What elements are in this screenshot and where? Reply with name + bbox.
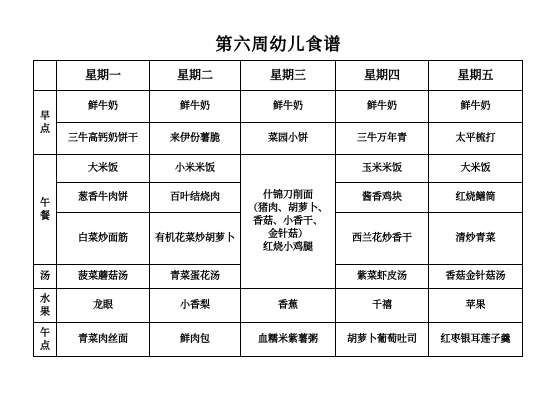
menu-cell: 玉米米饭 <box>336 155 429 183</box>
category-lunch: 午 餐 <box>34 155 57 265</box>
menu-cell: 三牛万年青 <box>336 123 429 155</box>
menu-cell: 小香梨 <box>150 289 241 323</box>
day-header-friday: 星期五 <box>429 61 523 91</box>
breakfast-row-2 <box>34 123 523 155</box>
menu-cell: 鲜牛奶 <box>429 91 523 123</box>
day-header-wednesday: 星期三 <box>241 61 336 91</box>
menu-cell: 红枣银耳莲子羹 <box>429 323 523 357</box>
menu-cell: 白菜炒面筋 <box>57 213 150 265</box>
page-title: 第六周幼儿食谱 <box>215 35 342 55</box>
category-snack: 午 点 <box>34 323 57 357</box>
menu-cell: 大米饭 <box>429 155 523 183</box>
menu-table <box>33 60 523 357</box>
menu-cell: 菠菜蘑菇汤 <box>57 265 150 289</box>
menu-cell: 小米米饭 <box>150 155 241 183</box>
day-header-tuesday: 星期二 <box>150 61 241 91</box>
breakfast-row-1 <box>34 91 523 123</box>
menu-cell: 鲜牛奶 <box>57 91 150 123</box>
snack-row <box>34 323 523 357</box>
menu-cell: 太平梳打 <box>429 123 523 155</box>
category-breakfast: 早 点 <box>34 91 57 155</box>
category-soup: 汤 <box>34 265 57 289</box>
menu-cell: 千禧 <box>336 289 429 323</box>
category-fruit: 水 果 <box>34 289 57 323</box>
day-header-thursday: 星期四 <box>336 61 429 91</box>
menu-cell: 青菜肉丝面 <box>57 323 150 357</box>
menu-cell: 西兰花炒香干 <box>336 213 429 265</box>
menu-cell: 葱香牛肉饼 <box>57 183 150 213</box>
menu-cell: 胡萝卜葡萄吐司 <box>336 323 429 357</box>
lunch-row-1 <box>34 155 523 183</box>
wednesday-lunch-cell: 什锦刀削面 （猪肉、胡萝卜、 香菇、小香干、 金针菇） 红烧小鸡腿 <box>241 155 336 289</box>
menu-cell: 三牛高钙奶饼干 <box>57 123 150 155</box>
menu-cell: 鲜牛奶 <box>150 91 241 123</box>
menu-cell: 清炒青菜 <box>429 213 523 265</box>
menu-cell: 鲜牛奶 <box>336 91 429 123</box>
menu-cell: 酱香鸡块 <box>336 183 429 213</box>
menu-cell: 鲜肉包 <box>150 323 241 357</box>
header-row <box>34 61 523 91</box>
menu-cell: 百叶结烧肉 <box>150 183 241 213</box>
menu-cell: 红烧鳝筒 <box>429 183 523 213</box>
menu-cell: 来伊份薯脆 <box>150 123 241 155</box>
menu-cell: 龙眼 <box>57 289 150 323</box>
menu-cell: 紫菜虾皮汤 <box>336 265 429 289</box>
menu-cell: 香菇金针菇汤 <box>429 265 523 289</box>
menu-cell: 血糯米紫薯粥 <box>241 323 336 357</box>
menu-cell: 大米饭 <box>57 155 150 183</box>
menu-cell: 有机花菜炒胡萝卜 <box>150 213 241 265</box>
menu-cell: 菜园小饼 <box>241 123 336 155</box>
menu-cell: 香蕉 <box>241 289 336 323</box>
day-header-monday: 星期一 <box>57 61 150 91</box>
menu-cell: 青菜蛋花汤 <box>150 265 241 289</box>
corner-cell <box>34 61 57 91</box>
menu-cell: 鲜牛奶 <box>241 91 336 123</box>
fruit-row <box>34 289 523 323</box>
menu-cell: 苹果 <box>429 289 523 323</box>
